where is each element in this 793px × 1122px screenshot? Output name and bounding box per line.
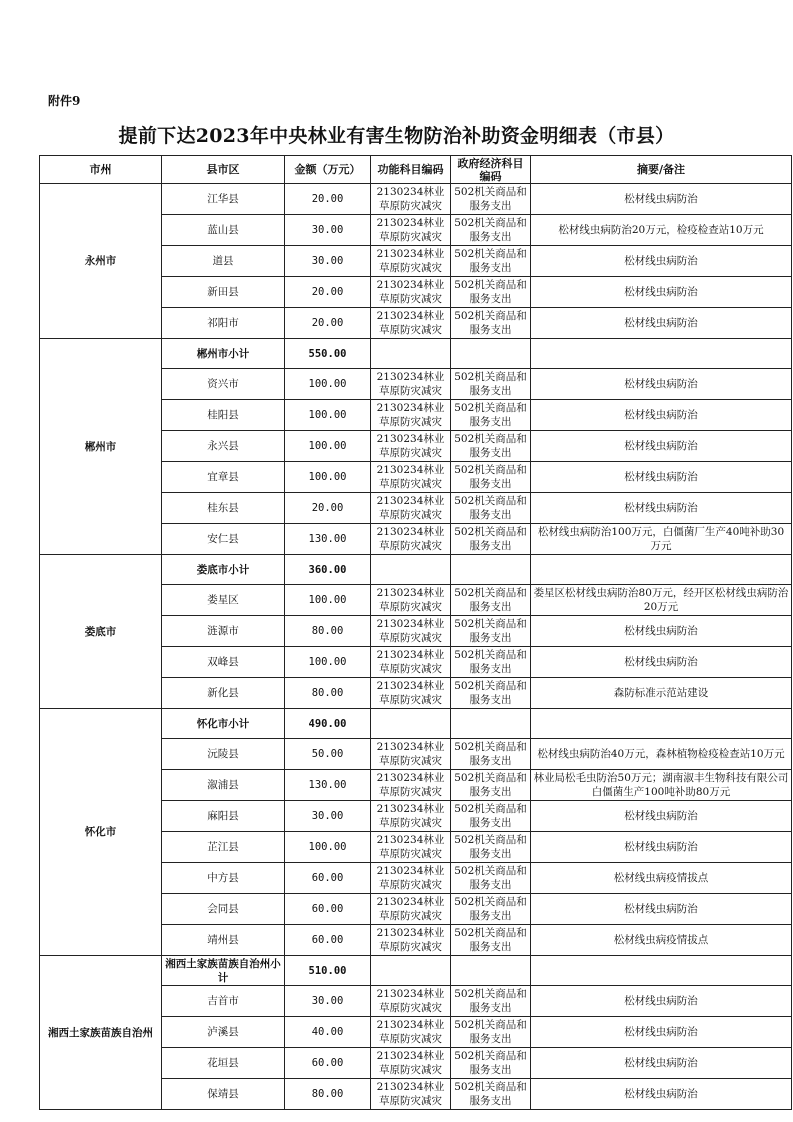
county-cell: 祁阳市	[162, 308, 285, 339]
empty-cell	[451, 555, 531, 585]
county-cell: 中方县	[162, 863, 285, 894]
header-city: 市州	[40, 156, 162, 184]
func-code-cell: 2130234林业草原防灾减灾	[371, 770, 451, 801]
econ-code-cell: 502机关商品和服务支出	[451, 308, 531, 339]
amount-cell: 100.00	[285, 369, 371, 400]
subtotal-amount: 510.00	[285, 956, 371, 986]
city-cell: 娄底市	[40, 555, 162, 709]
note-cell: 松材线虫病防治100万元，白僵菌厂生产40吨补助30万元	[531, 524, 792, 555]
subtotal-amount: 550.00	[285, 339, 371, 369]
subtotal-row	[40, 956, 792, 986]
func-code-cell: 2130234林业草原防灾减灾	[371, 1017, 451, 1048]
econ-code-cell: 502机关商品和服务支出	[451, 770, 531, 801]
empty-cell	[371, 956, 451, 986]
econ-code-cell: 502机关商品和服务支出	[451, 832, 531, 863]
empty-cell	[371, 339, 451, 369]
econ-code-cell: 502机关商品和服务支出	[451, 863, 531, 894]
func-code-cell: 2130234林业草原防灾减灾	[371, 524, 451, 555]
func-code-cell: 2130234林业草原防灾减灾	[371, 246, 451, 277]
note-cell: 松材线虫病防治	[531, 832, 792, 863]
econ-code-cell: 502机关商品和服务支出	[451, 1079, 531, 1110]
header-row	[40, 156, 792, 184]
func-code-cell: 2130234林业草原防灾减灾	[371, 308, 451, 339]
econ-code-cell: 502机关商品和服务支出	[451, 647, 531, 678]
func-code-cell: 2130234林业草原防灾减灾	[371, 277, 451, 308]
func-code-cell: 2130234林业草原防灾减灾	[371, 215, 451, 246]
func-code-cell: 2130234林业草原防灾减灾	[371, 894, 451, 925]
county-cell: 新田县	[162, 277, 285, 308]
note-cell: 松材线虫病防治	[531, 400, 792, 431]
note-cell: 松材线虫病防治	[531, 493, 792, 524]
county-cell: 资兴市	[162, 369, 285, 400]
note-cell: 松材线虫病防治	[531, 462, 792, 493]
note-cell: 娄星区松材线虫病防治80万元，经开区松材线虫病防治20万元	[531, 585, 792, 616]
econ-code-cell: 502机关商品和服务支出	[451, 184, 531, 215]
econ-code-cell: 502机关商品和服务支出	[451, 678, 531, 709]
city-cell: 怀化市	[40, 709, 162, 956]
econ-code-cell: 502机关商品和服务支出	[451, 277, 531, 308]
econ-code-cell: 502机关商品和服务支出	[451, 801, 531, 832]
note-cell: 松材线虫病疫情拔点	[531, 863, 792, 894]
city-cell: 郴州市	[40, 339, 162, 555]
empty-cell	[371, 555, 451, 585]
econ-code-cell: 502机关商品和服务支出	[451, 246, 531, 277]
amount-cell: 60.00	[285, 925, 371, 956]
note-cell: 松材线虫病防治	[531, 431, 792, 462]
note-cell: 松材线虫病防治	[531, 1079, 792, 1110]
county-cell: 沅陵县	[162, 739, 285, 770]
note-cell: 松材线虫病防治	[531, 801, 792, 832]
func-code-cell: 2130234林业草原防灾减灾	[371, 647, 451, 678]
func-code-cell: 2130234林业草原防灾减灾	[371, 678, 451, 709]
county-cell: 蓝山县	[162, 215, 285, 246]
amount-cell: 60.00	[285, 1048, 371, 1079]
func-code-cell: 2130234林业草原防灾减灾	[371, 925, 451, 956]
subtotal-row	[40, 709, 792, 739]
amount-cell: 20.00	[285, 308, 371, 339]
empty-cell	[451, 339, 531, 369]
func-code-cell: 2130234林业草原防灾减灾	[371, 462, 451, 493]
amount-cell: 50.00	[285, 739, 371, 770]
note-cell: 林业局松毛虫防治50万元；湖南淑丰生物科技有限公司白僵菌生产100吨补助80万元	[531, 770, 792, 801]
func-code-cell: 2130234林业草原防灾减灾	[371, 616, 451, 647]
empty-cell	[531, 555, 792, 585]
header-amount: 金额（万元）	[285, 156, 371, 184]
header-econ-code: 政府经济科目编码	[451, 156, 531, 184]
county-cell: 泸溪县	[162, 1017, 285, 1048]
note-cell: 松材线虫病防治	[531, 308, 792, 339]
subtotal-row	[40, 555, 792, 585]
county-cell: 新化县	[162, 678, 285, 709]
city-cell: 永州市	[40, 184, 162, 339]
county-cell: 永兴县	[162, 431, 285, 462]
amount-cell: 100.00	[285, 400, 371, 431]
func-code-cell: 2130234林业草原防灾减灾	[371, 739, 451, 770]
note-cell: 森防标准示范站建设	[531, 678, 792, 709]
econ-code-cell: 502机关商品和服务支出	[451, 524, 531, 555]
amount-cell: 130.00	[285, 770, 371, 801]
func-code-cell: 2130234林业草原防灾减灾	[371, 1048, 451, 1079]
func-code-cell: 2130234林业草原防灾减灾	[371, 585, 451, 616]
amount-cell: 80.00	[285, 616, 371, 647]
econ-code-cell: 502机关商品和服务支出	[451, 431, 531, 462]
econ-code-cell: 502机关商品和服务支出	[451, 493, 531, 524]
county-cell: 溆浦县	[162, 770, 285, 801]
amount-cell: 60.00	[285, 894, 371, 925]
subtotal-label: 娄底市小计	[162, 555, 285, 585]
county-cell: 桂阳县	[162, 400, 285, 431]
county-cell: 靖州县	[162, 925, 285, 956]
econ-code-cell: 502机关商品和服务支出	[451, 616, 531, 647]
amount-cell: 20.00	[285, 184, 371, 215]
amount-cell: 80.00	[285, 1079, 371, 1110]
amount-cell: 100.00	[285, 647, 371, 678]
county-cell: 保靖县	[162, 1079, 285, 1110]
header-func-code: 功能科目编码	[371, 156, 451, 184]
econ-code-cell: 502机关商品和服务支出	[451, 400, 531, 431]
county-cell: 麻阳县	[162, 801, 285, 832]
subtotal-label: 怀化市小计	[162, 709, 285, 739]
attachment-label: 附件9	[48, 94, 81, 108]
subtotal-label: 湘西土家族苗族自治州小计	[162, 956, 285, 986]
city-cell: 湘西土家族苗族自治州	[40, 956, 162, 1110]
func-code-cell: 2130234林业草原防灾减灾	[371, 431, 451, 462]
amount-cell: 100.00	[285, 431, 371, 462]
amount-cell: 100.00	[285, 585, 371, 616]
empty-cell	[371, 709, 451, 739]
econ-code-cell: 502机关商品和服务支出	[451, 369, 531, 400]
note-cell: 松材线虫病防治	[531, 616, 792, 647]
econ-code-cell: 502机关商品和服务支出	[451, 739, 531, 770]
county-cell: 安仁县	[162, 524, 285, 555]
func-code-cell: 2130234林业草原防灾减灾	[371, 801, 451, 832]
county-cell: 涟源市	[162, 616, 285, 647]
county-cell: 会同县	[162, 894, 285, 925]
table-row	[40, 184, 792, 215]
header-note: 摘要/备注	[531, 156, 792, 184]
econ-code-cell: 502机关商品和服务支出	[451, 986, 531, 1017]
note-cell: 松材线虫病防治	[531, 369, 792, 400]
empty-cell	[451, 709, 531, 739]
func-code-cell: 2130234林业草原防灾减灾	[371, 1079, 451, 1110]
econ-code-cell: 502机关商品和服务支出	[451, 462, 531, 493]
econ-code-cell: 502机关商品和服务支出	[451, 1017, 531, 1048]
empty-cell	[451, 956, 531, 986]
econ-code-cell: 502机关商品和服务支出	[451, 215, 531, 246]
func-code-cell: 2130234林业草原防灾减灾	[371, 832, 451, 863]
county-cell: 桂东县	[162, 493, 285, 524]
empty-cell	[531, 339, 792, 369]
amount-cell: 60.00	[285, 863, 371, 894]
econ-code-cell: 502机关商品和服务支出	[451, 894, 531, 925]
func-code-cell: 2130234林业草原防灾减灾	[371, 493, 451, 524]
amount-cell: 20.00	[285, 493, 371, 524]
empty-cell	[531, 709, 792, 739]
note-cell: 松材线虫病防治	[531, 184, 792, 215]
amount-cell: 30.00	[285, 801, 371, 832]
note-cell: 松材线虫病防治	[531, 277, 792, 308]
subtotal-amount: 490.00	[285, 709, 371, 739]
amount-cell: 20.00	[285, 277, 371, 308]
note-cell: 松材线虫病防治20万元，检疫检查站10万元	[531, 215, 792, 246]
county-cell: 道县	[162, 246, 285, 277]
subtotal-amount: 360.00	[285, 555, 371, 585]
amount-cell: 80.00	[285, 678, 371, 709]
note-cell: 松材线虫病防治	[531, 1017, 792, 1048]
county-cell: 江华县	[162, 184, 285, 215]
note-cell: 松材线虫病防治	[531, 246, 792, 277]
subtotal-row	[40, 339, 792, 369]
amount-cell: 30.00	[285, 986, 371, 1017]
func-code-cell: 2130234林业草原防灾减灾	[371, 184, 451, 215]
econ-code-cell: 502机关商品和服务支出	[451, 925, 531, 956]
county-cell: 芷江县	[162, 832, 285, 863]
note-cell: 松材线虫病防治	[531, 1048, 792, 1079]
amount-cell: 30.00	[285, 246, 371, 277]
econ-code-cell: 502机关商品和服务支出	[451, 585, 531, 616]
amount-cell: 100.00	[285, 462, 371, 493]
econ-code-cell: 502机关商品和服务支出	[451, 1048, 531, 1079]
county-cell: 娄星区	[162, 585, 285, 616]
page-title: 提前下达2023年中央林业有害生物防治补助资金明细表（市县）	[118, 125, 675, 147]
func-code-cell: 2130234林业草原防灾减灾	[371, 369, 451, 400]
amount-cell: 30.00	[285, 215, 371, 246]
note-cell: 松材线虫病防治	[531, 894, 792, 925]
county-cell: 吉首市	[162, 986, 285, 1017]
amount-cell: 100.00	[285, 832, 371, 863]
note-cell: 松材线虫病防治40万元，森林植物检疫检查站10万元	[531, 739, 792, 770]
county-cell: 双峰县	[162, 647, 285, 678]
note-cell: 松材线虫病防治	[531, 647, 792, 678]
amount-cell: 40.00	[285, 1017, 371, 1048]
county-cell: 宜章县	[162, 462, 285, 493]
empty-cell	[531, 956, 792, 986]
func-code-cell: 2130234林业草原防灾减灾	[371, 986, 451, 1017]
subtotal-label: 郴州市小计	[162, 339, 285, 369]
header-county: 县市区	[162, 156, 285, 184]
note-cell: 松材线虫病疫情拔点	[531, 925, 792, 956]
func-code-cell: 2130234林业草原防灾减灾	[371, 400, 451, 431]
note-cell: 松材线虫病防治	[531, 986, 792, 1017]
amount-cell: 130.00	[285, 524, 371, 555]
funding-table	[39, 155, 792, 1110]
func-code-cell: 2130234林业草原防灾减灾	[371, 863, 451, 894]
county-cell: 花垣县	[162, 1048, 285, 1079]
